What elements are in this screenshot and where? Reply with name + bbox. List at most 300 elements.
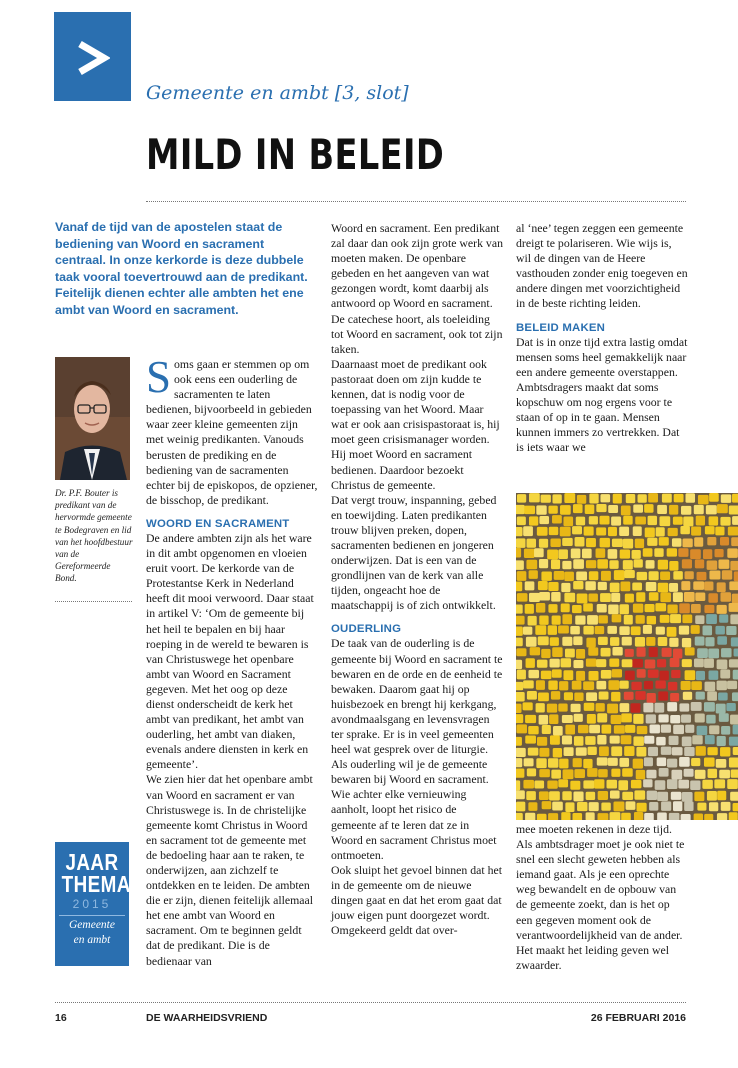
mosaic-tile (537, 814, 547, 820)
mosaic-tile (633, 736, 643, 745)
mosaic-tile (585, 581, 595, 590)
mosaic-tile (611, 746, 622, 756)
mosaic-tile (516, 505, 525, 514)
mosaic-tile (682, 792, 693, 802)
mosaic-tile (621, 713, 632, 722)
section-heading: WOORD EN SACRAMENT (146, 517, 290, 530)
mosaic-tile (516, 605, 523, 614)
mosaic-tile (684, 592, 695, 602)
mosaic-tile (596, 527, 606, 535)
mosaic-tile (709, 670, 719, 679)
mosaic-tile (731, 769, 738, 777)
mosaic-tile (548, 758, 558, 767)
mosaic-tile (704, 702, 715, 712)
mosaic-tile (516, 638, 523, 647)
mosaic-tile (525, 715, 536, 723)
mosaic-tile (659, 537, 669, 545)
mosaic-tile (733, 803, 738, 811)
mosaic-tile (729, 737, 738, 746)
mosaic-tile (729, 581, 738, 590)
mosaic-tile (633, 505, 643, 513)
mosaic-tile (516, 724, 527, 733)
mosaic-tile (645, 604, 655, 612)
mosaic-tile (679, 703, 689, 711)
mosaic-tile (734, 571, 738, 581)
mosaic-tile (720, 747, 730, 756)
mosaic-tile (731, 637, 738, 646)
mosaic-tile (708, 648, 719, 658)
mosaic-tile (599, 692, 609, 700)
mosaic-tile (669, 638, 678, 647)
mosaic-tile (585, 736, 595, 745)
mosaic-tile (539, 615, 548, 624)
mosaic-tile (648, 670, 659, 678)
mosaic-tile (618, 780, 628, 790)
mosaic-tile (694, 792, 704, 801)
mosaic-tile (598, 769, 608, 777)
mosaic-tile (660, 615, 670, 623)
mosaic-tile (575, 537, 585, 546)
mosaic-tile (587, 714, 596, 724)
mosaic-tile (539, 516, 549, 524)
mosaic-tile (667, 605, 677, 614)
mosaic-tile (646, 560, 655, 568)
mosaic-tile (704, 659, 714, 668)
mosaic-tile (661, 724, 671, 732)
mosaic-tile (695, 592, 705, 601)
mosaic-tile (619, 758, 629, 767)
mosaic-tile (667, 548, 677, 556)
mosaic-tile (647, 791, 657, 800)
page-number: 16 (55, 1012, 67, 1024)
intro-paragraph: Soms gaan er stemmen op om ook eens een ouderling de sacramenten te laten bedienen, bijvoorbeeld in gebieden waar zeer kleine gemeenten zijn met weinig predikanten. Vanouds berusten de prediking en de bediening van de sacramenten echter bij de episkopos, de opziener, de bisschop, de predikant. (146, 352, 318, 507)
mosaic-tile (562, 538, 573, 546)
mosaic-tile (624, 692, 634, 700)
mosaic-tile (715, 527, 724, 536)
mosaic-tile (613, 802, 624, 812)
mosaic-tile (685, 670, 696, 680)
mosaic-tile (720, 669, 730, 678)
mosaic-tile (726, 703, 735, 711)
mosaic-tile (691, 527, 701, 536)
caption-divider (55, 601, 132, 602)
mosaic-tile (542, 801, 552, 809)
mosaic-tile (684, 769, 694, 777)
mosaic-tile (559, 759, 568, 769)
mosaic-tile (625, 671, 635, 680)
mosaic-tile (649, 571, 659, 580)
mosaic-tile (598, 615, 608, 623)
mosaic-tile (524, 549, 535, 558)
mosaic-tile (577, 593, 588, 603)
mosaic-tile (598, 582, 607, 590)
mosaic-tile (561, 583, 570, 592)
mosaic-tile (706, 715, 715, 724)
mosaic-tile (690, 780, 700, 790)
mosaic-tile (654, 548, 663, 557)
portrait-caption: Dr. P.F. Bouter is predikant van de hervormde gemeente te Bodegraven en lid van het hoofdbestuur van de Gereformeerde Bond. (55, 488, 133, 584)
mosaic-tile (572, 526, 582, 534)
mosaic-tile (516, 581, 522, 591)
mosaic-tile (610, 790, 620, 798)
mosaic-tile (549, 714, 558, 724)
mosaic-tile (656, 627, 665, 635)
mosaic-tile (619, 604, 628, 614)
mosaic-tile (516, 626, 523, 635)
mosaic-tile (717, 605, 727, 614)
mosaic-tile (681, 714, 691, 722)
mosaic-tile (681, 681, 691, 690)
mosaic-tile (523, 702, 533, 710)
mosaic-tile (523, 780, 534, 789)
mosaic-tile (528, 748, 539, 756)
mosaic-tile (673, 571, 682, 579)
mosaic-tile (727, 548, 738, 557)
mosaic-tile (646, 770, 656, 779)
mosaic-tile (516, 737, 522, 746)
mosaic-tile (528, 726, 538, 734)
mosaic-tile (681, 581, 690, 590)
mosaic-tile (648, 493, 658, 502)
mosaic-tile (696, 692, 705, 700)
mosaic-tile (695, 615, 704, 624)
mosaic-tile (541, 671, 552, 680)
mosaic-tile (517, 494, 526, 502)
mosaic-tile (633, 604, 643, 613)
mosaic-tile (563, 516, 573, 526)
mosaic-tile (619, 626, 629, 635)
mosaic-tile (719, 713, 729, 722)
text-column-1 (146, 352, 318, 969)
mosaic-tile (528, 616, 537, 626)
mosaic-tile (608, 758, 618, 766)
mosaic-tile (644, 736, 654, 744)
mosaic-tile (560, 505, 571, 515)
drop-cap: S (146, 352, 172, 402)
mosaic-tile (573, 504, 583, 513)
mosaic-tile (631, 626, 641, 635)
mosaic-tile (670, 658, 680, 667)
mosaic-tile (549, 527, 558, 535)
jaarthema-year: 2015 (72, 897, 112, 911)
mosaic-tile (516, 548, 521, 557)
mosaic-tile (669, 736, 679, 745)
mosaic-tile (638, 494, 647, 502)
mosaic-tile (682, 659, 692, 667)
mosaic-tile (733, 670, 738, 680)
mosaic-tile (636, 592, 645, 602)
mosaic-tile (583, 681, 594, 690)
mosaic-tile (637, 572, 648, 580)
mosaic-tile (516, 780, 520, 790)
mosaic-tile (721, 648, 732, 657)
mosaic-tile (649, 592, 659, 600)
mosaic-tile (516, 768, 524, 777)
mosaic-tile (649, 802, 658, 811)
mosaic-tile (608, 505, 618, 513)
mosaic-tile (551, 770, 561, 779)
mosaic-tile (714, 779, 725, 788)
mosaic-tile (537, 527, 548, 536)
mosaic-tile (516, 748, 526, 757)
mosaic-tile (516, 527, 523, 536)
mosaic-tile (596, 659, 606, 667)
mosaic-tile (596, 548, 606, 557)
mosaic-tile (704, 814, 713, 820)
mosaic-tile (623, 516, 632, 525)
mosaic-tile (550, 659, 560, 668)
mosaic-tile (695, 637, 705, 646)
mosaic-tile (552, 802, 563, 811)
mosaic-tile (636, 615, 645, 624)
mosaic-tile (552, 515, 562, 523)
mosaic-tile (536, 680, 545, 690)
mosaic-tile (527, 768, 536, 776)
mosaic-tile (721, 802, 731, 811)
mosaic-tile (631, 780, 642, 789)
mosaic-tile (637, 647, 646, 657)
mosaic-tile (733, 747, 738, 755)
mosaic-tile (608, 605, 618, 615)
mosaic-tile (571, 704, 581, 712)
mosaic-tile (694, 658, 704, 667)
mosaic-tile (588, 647, 598, 655)
mosaic-tile (564, 493, 575, 503)
jaarthema-line1: JAAR (65, 849, 119, 875)
mosaic-tile (626, 494, 635, 503)
mosaic-tile (586, 812, 595, 820)
mosaic-tile (573, 660, 583, 668)
mosaic-tile (684, 747, 694, 756)
mosaic-tile (575, 615, 585, 624)
magazine-name: DE WAARHEIDSVRIEND (146, 1012, 268, 1024)
mosaic-tile (516, 704, 522, 713)
mosaic-tile (620, 581, 630, 591)
mosaic-tile (572, 813, 582, 820)
mosaic-tile (558, 779, 568, 787)
mosaic-tile (662, 494, 672, 503)
section-marker (54, 12, 131, 101)
mosaic-tile (538, 693, 549, 702)
mosaic-tile (721, 726, 730, 735)
mosaic-tile (561, 812, 570, 820)
mosaic-tile (597, 604, 607, 612)
body-paragraph: De taak van de ouderling is de gemeente bij Woord en sacrament te bewaren en de orde en de eenheid te bewaken. Daarom gaat hij op huisbezoek en brengt hij kerkgang, avondmaalsgang en levensvragen ter sprake. Er is in veel gemeenten heel wat gesprek over de liturgie. Als ouderling wil je de gemeente bewaren bij Woord en sacrament. Wie achter elke vernieuwing aanholt, loopt het risico de gemeente af te leren dat ze in Woord en sacrament Christus moet ontmoeten. (331, 636, 503, 862)
mosaic-tile (541, 572, 551, 581)
mosaic-tile (698, 495, 709, 504)
mosaic-tile (733, 725, 738, 735)
mosaic-tile (516, 714, 523, 723)
mosaic-tile (516, 790, 525, 799)
mosaic-tile (679, 626, 689, 635)
mosaic-tile (682, 559, 692, 568)
mosaic-tile (633, 759, 643, 769)
mosaic-tile (563, 769, 574, 779)
mosaic-tile (691, 625, 700, 634)
jaarthema-badge (55, 842, 129, 966)
mosaic-tile (573, 559, 584, 569)
mosaic-tile (680, 526, 689, 534)
mosaic-tile (586, 792, 596, 800)
mosaic-tile (596, 703, 605, 712)
mosaic-tile (654, 703, 664, 713)
mosaic-tile (670, 693, 679, 702)
mosaic-tile (620, 549, 630, 558)
mosaic-tile (547, 780, 557, 788)
mosaic-tile (576, 572, 587, 581)
mosaic-tile (644, 504, 653, 513)
mosaic-tile (622, 768, 633, 777)
mosaic-tile (685, 647, 695, 655)
mosaic-tile (607, 780, 618, 789)
mosaic-tile (674, 494, 684, 503)
mosaic-tile (637, 803, 647, 812)
mosaic-tile (548, 506, 557, 514)
mosaic-tile (586, 658, 597, 666)
mosaic-tile (704, 581, 713, 590)
mosaic-tile (696, 746, 706, 756)
body-paragraph: Dat is in onze tijd extra lastig omdat mensen soms heel gemakkelijk naar een andere gemeente overstappen. Ambtsdragers maakt dat soms kopschuw om nog ergens voor te staan of op in te gaan. Mensen kunnen immers zo vertrekken. Dat is iets waar we (516, 334, 688, 455)
mosaic-tile (561, 658, 572, 667)
mosaic-tile (704, 605, 714, 613)
mosaic-tile (573, 581, 583, 589)
mosaic-tile (706, 505, 717, 514)
mosaic-tile (721, 494, 731, 503)
mosaic-tile (731, 537, 738, 546)
mosaic-tile (635, 539, 644, 549)
body-paragraph: mee moeten rekenen in deze tijd. Als ambtsdrager moet je ook niet te snel een slecht geweten hebben als iemand gaat. Als je een oprechte weg bewandelt en de opbouw van de gemeente zoekt, dan is het op een gegeven moment ook de verantwoordelijkheid van de ander. Het maakt het leiding geven wel zwaarder. (516, 822, 685, 972)
mosaic-tile (551, 691, 560, 699)
mosaic-tile (705, 526, 715, 534)
mosaic-tile (682, 538, 692, 547)
mosaic-tile (670, 614, 681, 623)
mosaic-tile (558, 704, 567, 712)
mosaic-tile (542, 725, 551, 734)
mosaic-tile (598, 813, 609, 820)
mosaic-tile (644, 681, 653, 689)
mosaic-tile (614, 570, 625, 580)
mosaic-tile (594, 779, 604, 788)
mosaic-tile (707, 537, 716, 545)
mosaic-tile (728, 527, 738, 536)
mosaic-tile (614, 725, 625, 733)
mosaic-tile (707, 791, 717, 801)
mosaic-tile (656, 527, 665, 536)
mosaic-tile (656, 737, 665, 745)
mosaic-tile (673, 725, 684, 734)
mosaic-tile (669, 561, 678, 571)
mosaic-tile (608, 680, 619, 690)
mosaic-tile (655, 681, 665, 689)
mosaic-tile (730, 715, 738, 725)
mosaic-tile (716, 759, 727, 768)
mosaic-tile (558, 549, 568, 559)
mosaic-tile (715, 626, 724, 635)
mosaic-tile (729, 603, 738, 612)
mosaic-tile (637, 726, 648, 734)
mosaic-tile (696, 516, 705, 526)
mosaic-tile (669, 583, 678, 592)
mosaic-tile (577, 495, 586, 504)
mosaic-tile (539, 539, 548, 548)
mosaic-tile (609, 659, 619, 667)
mosaic-tile (659, 768, 669, 777)
mosaic-tile (644, 757, 653, 766)
mosaic-tile (560, 527, 571, 537)
title-divider (146, 201, 686, 202)
mosaic-tile (646, 582, 657, 591)
mosaic-tile (584, 526, 594, 535)
mosaic-tile (600, 494, 610, 502)
mosaic-tile (681, 506, 691, 515)
mosaic-tile (600, 593, 611, 602)
mosaic-tile (572, 605, 582, 613)
mosaic-tile (729, 757, 738, 767)
mosaic-tile (586, 638, 595, 648)
mosaic-tile (550, 735, 560, 744)
issue-date: 26 FEBRUARI 2016 (590, 1012, 686, 1024)
mosaic-image (516, 493, 738, 820)
mosaic-tile (719, 614, 728, 622)
mosaic-tile (601, 725, 611, 734)
mosaic-tile (562, 561, 571, 569)
mosaic-tile (539, 592, 550, 600)
mosaic-tile (727, 681, 737, 689)
series-kicker: Gemeente en ambt [3, slot] (146, 82, 409, 104)
mosaic-tile (647, 616, 656, 625)
mosaic-tile (563, 670, 573, 680)
mosaic-tile (573, 791, 583, 801)
mosaic-tile (658, 583, 669, 593)
mosaic-tile (714, 549, 723, 557)
mosaic-tile (547, 704, 557, 713)
mosaic-tile (619, 527, 629, 536)
mosaic-tile (624, 570, 635, 578)
mosaic-tile (695, 559, 704, 568)
mosaic-tile (585, 504, 595, 514)
mosaic-tile (516, 758, 522, 767)
mosaic-tile (516, 648, 526, 656)
text-column-2 (331, 221, 503, 938)
mosaic-tile (626, 801, 636, 810)
mosaic-tile (517, 571, 527, 581)
mosaic-tile (525, 604, 534, 614)
mosaic-tile (681, 814, 691, 820)
mosaic-tile (577, 802, 587, 811)
mosaic-tile (612, 614, 622, 622)
mosaic-tile (667, 759, 677, 768)
mosaic-tile (584, 703, 595, 711)
mosaic-tile (564, 747, 574, 756)
mosaic-tile (694, 537, 703, 546)
mosaic-tile (526, 560, 537, 569)
mosaic-tile (685, 493, 695, 503)
mosaic-tile (636, 770, 645, 780)
mosaic-tile (612, 647, 622, 655)
mosaic-tile (574, 693, 583, 701)
mosaic-tile (673, 592, 683, 602)
mosaic-tile (729, 659, 738, 667)
mosaic-tile (565, 649, 575, 658)
mosaic-tile (657, 792, 668, 801)
mosaic-tile (516, 660, 522, 669)
mosaic-tile (526, 637, 537, 647)
mosaic-tile (635, 637, 645, 647)
mosaic-tile (705, 637, 714, 646)
mosaic-tile (690, 549, 701, 559)
mosaic-tile (658, 560, 668, 570)
mosaic-tile (695, 713, 705, 722)
